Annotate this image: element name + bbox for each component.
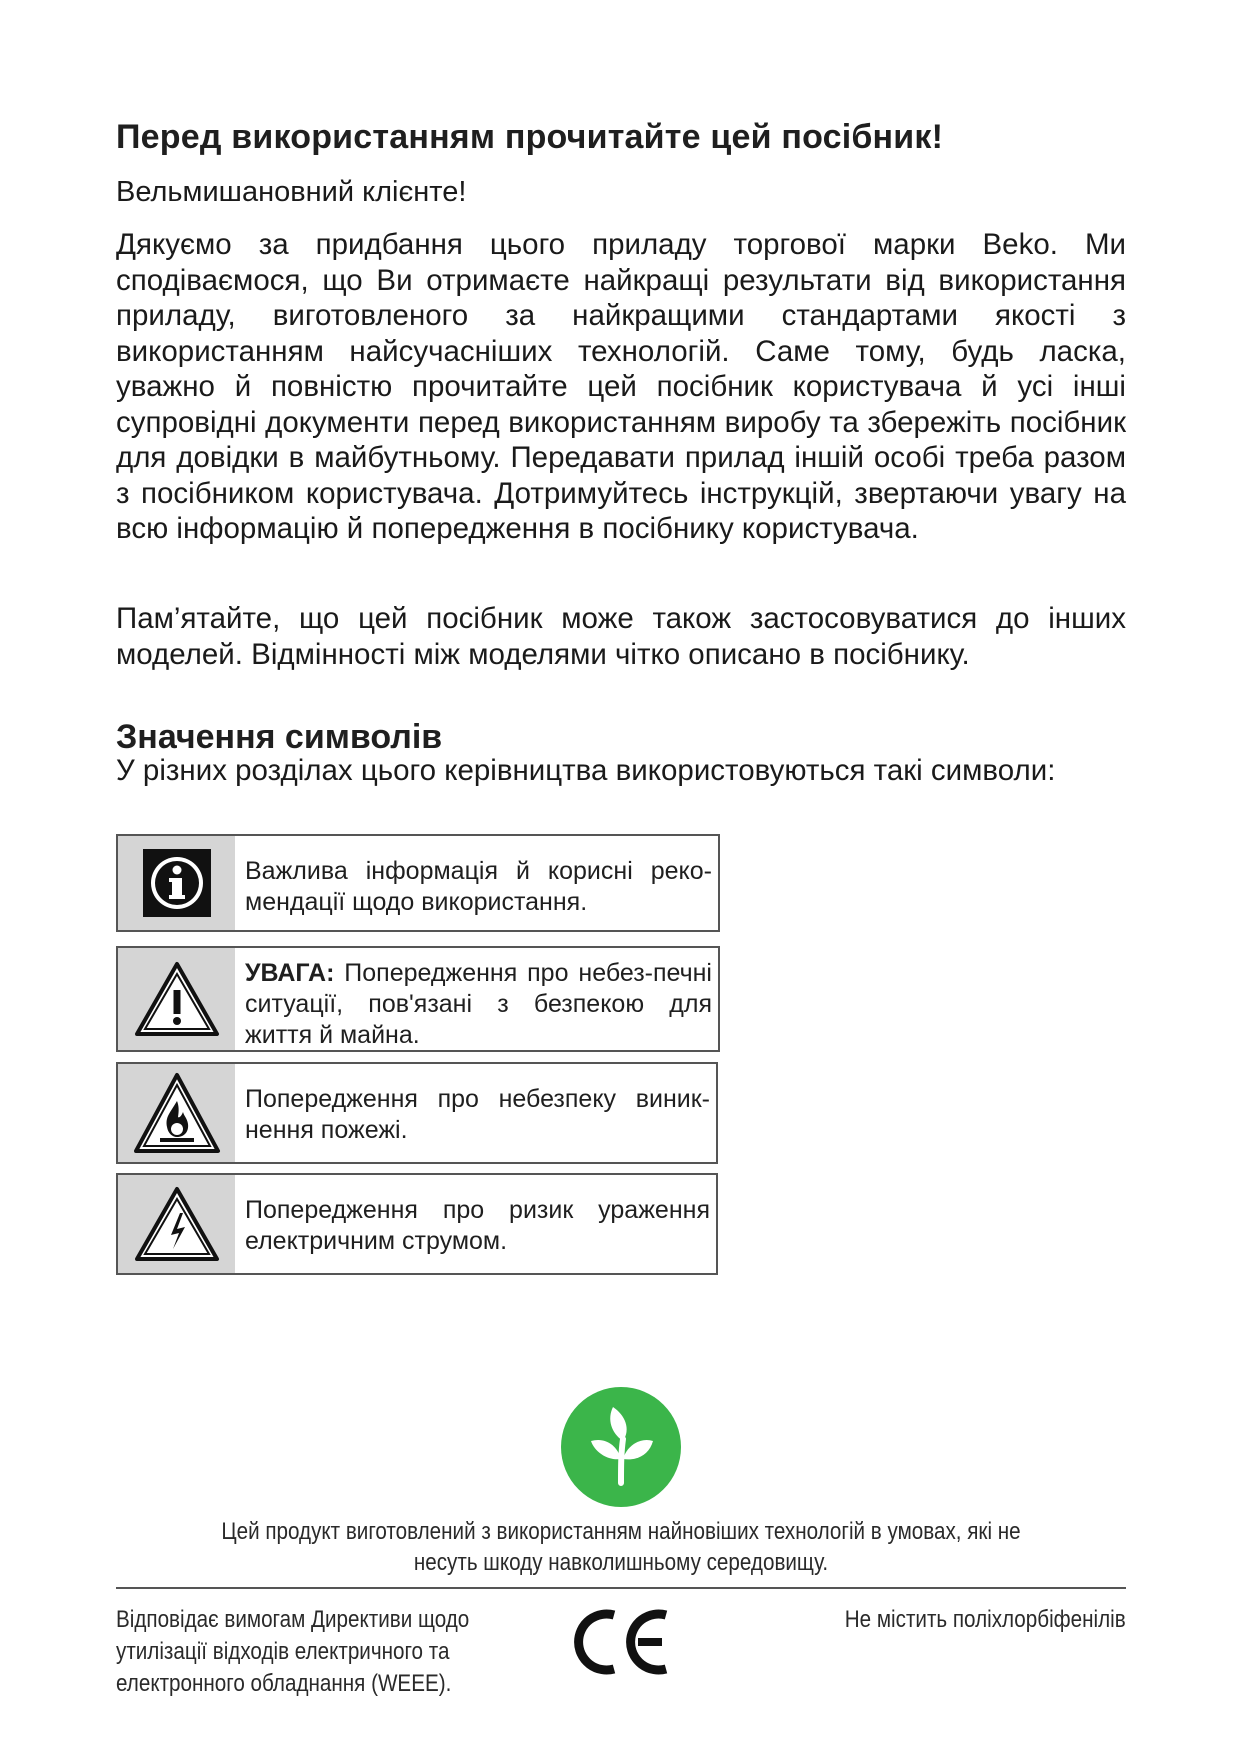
symbol-fire-box <box>116 1062 718 1164</box>
symbol-info-box <box>116 834 720 932</box>
warning-label: УВАГА: <box>245 959 335 987</box>
fire-icon <box>118 1064 235 1162</box>
symbol-electric-text: Попередження про ризик ураження електричним струмом. <box>245 1196 710 1255</box>
greeting: Вельмишановний клієнте! <box>116 176 467 208</box>
manual-page <box>116 0 1126 1754</box>
symbol-fire-text: Попередження про небезпеку виник-нення пожежі. <box>245 1085 710 1144</box>
electric-shock-icon <box>118 1175 235 1273</box>
leaf-icon <box>561 1387 681 1507</box>
symbol-info-text: Важлива інформація й корисні реко-мендації щодо використання. <box>245 857 712 916</box>
models-paragraph: Пам’ятайте, що цей посібник може також застосовуватися до інших моделей. Відмінності між моделями чітко описано в посібнику. <box>116 602 1126 671</box>
pcb-free-text: Не містить поліхлорбіфенілів <box>845 1606 1126 1633</box>
info-icon <box>118 836 235 930</box>
intro-paragraph: Дякуємо за придбання цього приладу торгової марки Beko. Ми сподіваємося, що Ви отримаєте найкращі результати від використання приладу, виготовленого за найкращими стандартами якості з використанням найсучасніших технологій. Саме тому, будь ласка, уважно й повністю прочитайте цей посібник користувача й усі інші супровідні документи перед використанням виробу та збережіть посібник для довідки в майбутньому. Передавати прилад іншій особі треба разом з посібником користувача. Дотримуйтесь інструкцій, звертаючи увагу на всю інформацію й попередження в посібнику користувача. <box>116 228 1126 545</box>
warning-description: Попередження про небез-печні ситуації, пов'язані з безпекою для життя й майна. <box>245 959 712 1049</box>
warning-icon <box>118 948 235 1050</box>
symbol-warning-box <box>116 946 720 1052</box>
page-title: Перед використанням прочитайте цей посібник! <box>116 118 944 156</box>
symbol-warning-text <box>235 948 718 1050</box>
symbols-heading: Значення символів <box>116 718 443 756</box>
ce-mark-icon <box>568 1607 674 1677</box>
footer-divider <box>116 1587 1126 1589</box>
symbol-electric-box <box>116 1173 718 1275</box>
symbols-intro: У різних розділах цього керівництва використовуються такі символи: <box>116 754 1056 787</box>
weee-compliance-text: Відповідає вимогам Директиви щодо утилізації відходів електричного та електронного обладнання (WEEE). <box>116 1606 470 1697</box>
eco-caption: Цей продукт виготовлений з використанням найновіших технологій в умовах, які не несуть шкоду навколишньому середовищу. <box>221 1518 1021 1576</box>
